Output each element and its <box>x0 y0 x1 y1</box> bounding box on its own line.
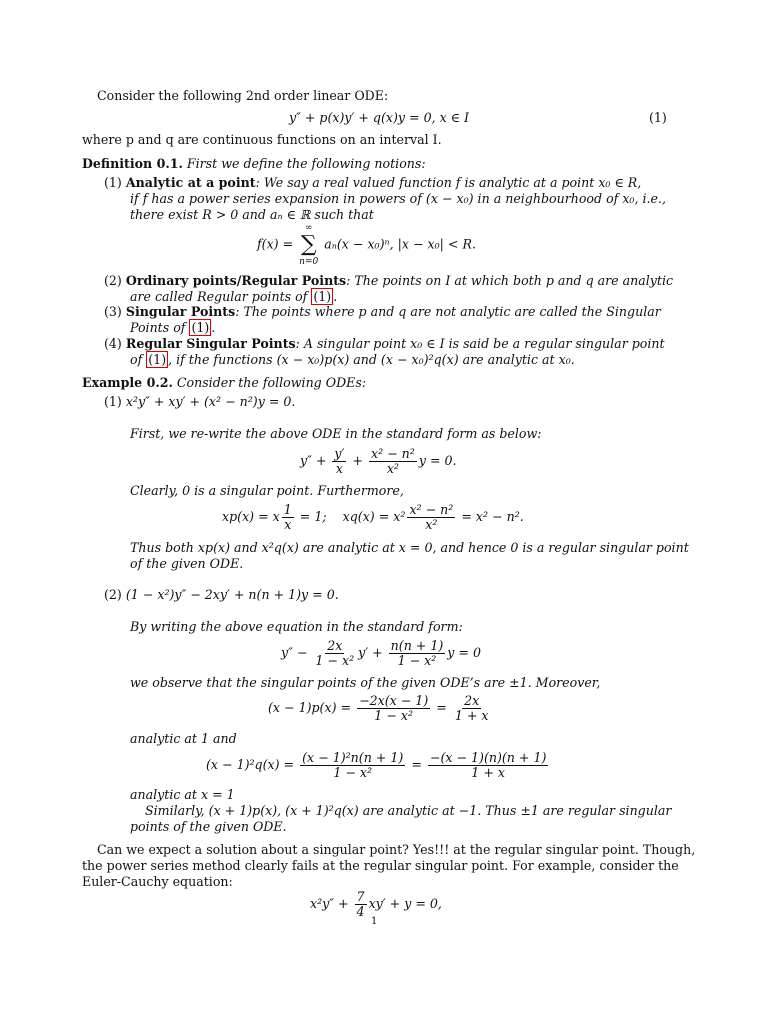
fraction <box>369 447 417 476</box>
item-text: : We say a real valued function f is analytic at a point x₀ ∈ R, <box>255 175 642 190</box>
item-text-part: . <box>211 320 216 335</box>
example-text: analytic at 1 and <box>130 731 237 746</box>
eq-part: y = 0. <box>418 453 457 468</box>
eq-part: = <box>436 700 447 715</box>
equation-ref-link[interactable]: (1) <box>191 320 210 335</box>
denominator: 1 + x <box>471 765 505 780</box>
denominator: 1 − x² <box>315 653 355 668</box>
item-number: (2) <box>104 587 122 602</box>
equation-ref-link[interactable]: (1) <box>148 352 167 367</box>
example-heading <box>82 375 366 392</box>
item-text: : A singular point x₀ ∈ I is said be a regular singular point <box>295 336 665 351</box>
eq-part: xq(x) = x² <box>342 509 406 524</box>
fraction <box>407 503 455 532</box>
numerator: −2x(x − 1) <box>359 693 429 708</box>
denominator: 4 <box>356 904 365 919</box>
numerator: −(x − 1)(n)(n + 1) <box>429 750 547 765</box>
fraction <box>332 447 346 476</box>
sum-upper: ∞ <box>304 223 313 233</box>
numerator: 2x <box>464 693 480 708</box>
closing-text: Euler-Cauchy equation: <box>82 874 233 889</box>
example-text: points of the given ODE. <box>130 819 287 834</box>
fraction <box>453 694 491 723</box>
intro-text: Consider the following 2nd order linear ODE: <box>97 88 389 103</box>
item-number: (4) <box>104 336 122 351</box>
denominator: x <box>335 461 343 476</box>
denominator: x <box>284 517 292 532</box>
example-text: we observe that the singular points of the given ODE’s are ±1. Moreover, <box>130 675 601 690</box>
series-rhs: aₙ(x − x₀)ⁿ, |x − x₀| < R. <box>324 236 476 252</box>
numerator: n(n + 1) <box>390 638 444 653</box>
item-text-part: , if the functions (x − x₀)p(x) and (x − x₀)²q(x) are analytic at x₀. <box>168 352 575 367</box>
numerator: 2x <box>327 638 343 653</box>
example-item <box>104 587 339 604</box>
item-number: (3) <box>104 304 122 319</box>
item-text-part: Points of <box>130 320 186 335</box>
numerator: y′ <box>334 446 345 461</box>
item-text-part: . <box>333 289 338 304</box>
example-text: of the given ODE. <box>130 556 244 571</box>
denominator: 1 − x² <box>374 708 414 723</box>
eq-part: = x² − n². <box>461 509 524 524</box>
closing-text: Can we expect a solution about a singular point? Yes!!! at the regular singular point. Though, <box>97 842 696 857</box>
item-title: Regular Singular Points <box>125 336 296 351</box>
item-text-part: are called Regular points of <box>130 289 308 304</box>
equation-number: (1) <box>649 110 667 125</box>
fraction <box>300 751 405 780</box>
summation-symbol <box>299 222 318 268</box>
closing-text: the power series method clearly fails at the regular singular point. For example, consider the <box>82 858 679 873</box>
equation-1: y″ + p(x)y′ + q(x)y = 0, x ∈ I <box>289 110 469 125</box>
eq-part: y′ + <box>358 645 383 660</box>
item-number: (1) <box>104 394 122 409</box>
item-number: (1) <box>104 175 122 190</box>
example-item <box>104 394 295 411</box>
example-text: First, we re-write the above ODE in the standard form as below: <box>130 426 542 441</box>
item-title: Ordinary points/Regular Points <box>125 273 347 288</box>
eq-part: xp(x) = x <box>222 509 280 524</box>
ode-equation: x²y″ + xy′ + (x² − n²)y = 0. <box>125 394 296 409</box>
definition-heading <box>82 156 426 173</box>
p-equation <box>268 694 493 723</box>
item-text: : The points on I at which both p and q are analytic <box>346 273 674 288</box>
denominator: x² <box>386 461 399 476</box>
item-text: if f has a power series expansion in powers of (x − x₀) in a neighbourhood of x₀, i.e., <box>130 191 666 206</box>
eq-part: y″ − <box>281 645 308 660</box>
item-title: Singular Points <box>125 304 236 319</box>
definition-item <box>104 304 661 321</box>
fraction <box>355 890 367 919</box>
equation-ref-link[interactable]: (1) <box>313 289 332 304</box>
sum-lower: n=0 <box>299 257 319 267</box>
standard-form-equation <box>281 639 481 668</box>
series-lhs: f(x) = <box>257 236 294 252</box>
denominator: 1 − x² <box>397 653 437 668</box>
item-text <box>130 320 215 337</box>
example-label: Example 0.2. <box>82 375 173 390</box>
definition-item <box>104 175 641 192</box>
fraction <box>282 503 294 532</box>
sum-sign: ∑ <box>300 232 317 257</box>
fraction <box>428 751 549 780</box>
definition-item <box>104 273 673 290</box>
eq-part: y = 0 <box>447 645 481 660</box>
intro-text: where p and q are continuous functions on an interval I. <box>82 132 442 147</box>
example-text: Clearly, 0 is a singular point. Furthermore, <box>130 483 404 498</box>
page-number: 1 <box>371 916 378 927</box>
fraction <box>389 639 446 668</box>
eq-part: (x − 1)²q(x) = <box>206 757 295 772</box>
item-number: (2) <box>104 273 122 288</box>
denominator: x² <box>425 517 438 532</box>
item-title: Analytic at a point <box>125 175 256 190</box>
numerator: 1 <box>283 502 292 517</box>
q-equation <box>206 751 550 780</box>
fraction <box>313 639 356 668</box>
example-text: Thus both xp(x) and x²q(x) are analytic at x = 0, and hence 0 is a regular singular point <box>130 540 689 555</box>
standard-form-equation <box>300 447 457 476</box>
xp-xq-equation <box>222 503 524 532</box>
definition-item <box>104 336 665 353</box>
definition-label: Definition 0.1. <box>82 156 183 171</box>
item-text-part: of <box>130 352 143 367</box>
eq-part: xy′ + y = 0, <box>368 896 442 911</box>
example-text: analytic at x = 1 <box>130 787 235 802</box>
ode-equation: (1 − x²)y″ − 2xy′ + n(n + 1)y = 0. <box>125 587 339 602</box>
example-lead: Consider the following ODEs: <box>176 375 367 390</box>
item-text <box>130 352 575 369</box>
eq-part: y″ + <box>300 453 327 468</box>
item-text: : The points where p and q are not analytic are called the Singular <box>235 304 661 319</box>
fraction <box>357 694 430 723</box>
series-equation <box>257 222 476 268</box>
numerator: (x − 1)²n(n + 1) <box>302 750 404 765</box>
numerator: x² − n² <box>409 502 454 517</box>
eq-part: x²y″ + <box>310 896 349 911</box>
example-text: By writing the above equation in the standard form: <box>130 619 463 634</box>
numerator: 7 <box>356 889 365 904</box>
eq-part: + <box>352 453 363 468</box>
denominator: 1 − x² <box>333 765 373 780</box>
numerator: x² − n² <box>370 446 415 461</box>
definition-lead: First we define the following notions: <box>186 156 426 171</box>
item-text: there exist R > 0 and aₙ ∈ ℝ such that <box>130 207 374 222</box>
eq-part: = 1; <box>299 509 327 524</box>
eq-part: = <box>411 757 422 772</box>
eq-part: (x − 1)p(x) = <box>268 700 352 715</box>
example-text: Similarly, (x + 1)p(x), (x + 1)²q(x) are analytic at −1. Thus ±1 are regular singular <box>145 803 672 818</box>
denominator: 1 + x <box>454 708 489 723</box>
